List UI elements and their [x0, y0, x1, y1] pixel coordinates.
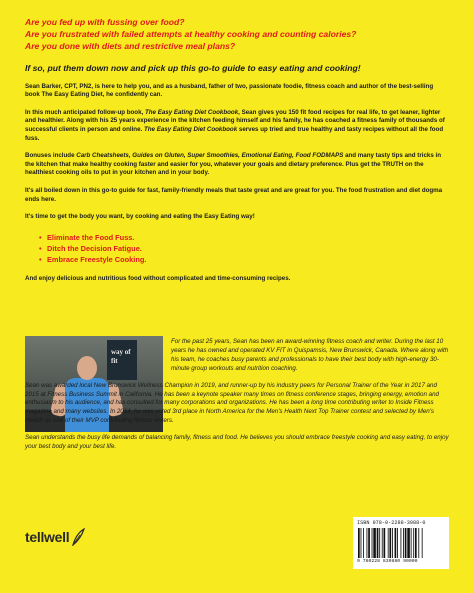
- questions-block: [25, 16, 449, 53]
- benefit-item: • Ditch the Decision Fatigue.: [39, 243, 449, 254]
- barcode-bar: [397, 528, 398, 558]
- barcode-bar: [382, 528, 383, 558]
- barcode-bar: [388, 528, 389, 558]
- barcode-bar: [392, 528, 393, 558]
- bio-paragraph-2-text: Sean was awarded local New Brunswick Wellness Champion in 2019, and runner-up by his industry peers for Personal Trainer of the Year in 2017 and 2015 at Fitness Business Summit in California. He has been a keynote speaker many times on fitness conference stages, bringing energy, emotion and enthusiasm to his audience, and has consulted for many corporations and organizations. He has been a long time contributing writer to Inside Fitness magazine and many websites. In 2014, he was voted 3rd place in North America for the Men's Health Next Top Trainer contest and selected by Men's Health as one of their MVP contributing fitness writers.: [25, 381, 439, 425]
- bio-paragraph-2: [25, 382, 449, 427]
- barcode-bar: [377, 528, 379, 558]
- barcode-bar: [403, 528, 404, 558]
- bonuses-paragraph: [25, 152, 449, 178]
- benefit-list: [39, 232, 449, 265]
- barcode-bar: [379, 528, 380, 558]
- barcode-bar: [361, 528, 362, 558]
- benefit-item: • Eliminate the Food Fuss.: [39, 232, 449, 243]
- boiled-down-paragraph: It's all boiled down in this go-to guide for fast, family-friendly meals that taste great and are great for you. The food frustration and diet dogma ends here.: [25, 186, 443, 203]
- barcode-bar: [415, 528, 417, 558]
- question-2: Are you frustrated with failed attempts at healthy cooking and counting calories?: [25, 29, 357, 40]
- barcode-bar: [411, 528, 412, 558]
- barcode-bar: [373, 528, 376, 558]
- intro-paragraph: Sean Barker, CPT, PN2, is here to help you, and as a husband, father of two, passionate foodie, fitness coach and author of the best-selling book The Easy Eating Diet, he confidently can.: [25, 82, 434, 99]
- barcode-bar: [395, 528, 397, 558]
- cookbook-title-2: The Easy Eating Diet Cookbook: [143, 125, 238, 133]
- isbn-barcode: [353, 517, 449, 569]
- cookbook-text-e: serves up tried and true healthy and tasty recipes without all the food fuss.: [25, 125, 444, 142]
- barcode-digits-text: 9 780228 839880: [357, 559, 401, 564]
- feather-icon: [71, 528, 85, 546]
- barcode-bar: [401, 528, 402, 558]
- barcode-bar: [384, 528, 386, 558]
- barcode-bar: [418, 528, 419, 558]
- question-1: Are you fed up with fussing over food?: [25, 17, 185, 27]
- cookbook-paragraph: [25, 109, 449, 143]
- barcode-bar: [407, 528, 410, 558]
- barcode-bar: [363, 528, 364, 558]
- barcode-bar: [389, 528, 391, 558]
- barcode-bar: [422, 528, 423, 558]
- barcode-bar: [368, 528, 370, 558]
- bio-paragraph-1: For the past 25 years, Sean has been an award-winning fitness coach and writer. During the last 10 years he has owned and operated KV FIT in Quispamsis, New Brunswick, Canada. Where along with his team, he coaches busy parents and professionals to have their best body with high-energy 30-minute group workouts and nutrition coaching.: [171, 338, 449, 372]
- barcode-bar: [405, 528, 407, 558]
- author-bio: [25, 338, 449, 460]
- barcode-bar: [367, 528, 368, 558]
- barcode-bar: [358, 528, 360, 558]
- cookbook-text-c: , Sean gives you 150 fit food recipes for real life, to get leaner, lighter and healthier. Along with his 25 years experience in the kitchen feeding himself and his family, he has coached a fitness family of thousands of successful clients in person and online.: [25, 108, 445, 133]
- closing-line: And enjoy delicious and nutritious food without complicated and time-consuming recipes.: [25, 274, 291, 282]
- logo-wordmark: tellwell: [25, 529, 70, 545]
- lead-line: If so, put them down now and pick up this go-to guide to easy eating and cooking!: [25, 62, 361, 73]
- publisher-logo: [25, 525, 85, 549]
- time-paragraph: It's time to get the body you want, by cooking and eating the Easy Eating way!: [25, 213, 255, 221]
- bonuses-text-c: and many tasty tips and tricks in the kitchen that make healthy cooking faster and easier for you, whatever your goals and dietary preference. Plus get the TRUTH on the healthiest cooking oils to put in your kitchen and in your body.: [25, 152, 442, 177]
- bonuses-list: Carb Cheatsheets, Guides on Gluten, Super Smoothies, Emotional Eating, Food FODMAPS: [76, 152, 344, 160]
- barcode-price: 90000: [403, 559, 418, 564]
- isbn-number: ISBN 978-0-2288-3988-0: [357, 520, 426, 526]
- barcode-bar: [372, 528, 373, 558]
- benefit-item: • Embrace Freestyle Cooking.: [39, 254, 449, 265]
- barcode-bar: [413, 528, 414, 558]
- bio-paragraph-3: Sean understands the busy life demands of balancing family, fitness and food. He believes you should embrace freestyle cooking and easy eating, to enjoy your best body and your best life.: [25, 434, 449, 451]
- cookbook-title-1: The Easy Eating Diet Cookbook: [144, 108, 239, 116]
- barcode-digits: [357, 559, 445, 564]
- bonuses-text-a: Bonuses include: [25, 152, 77, 160]
- cookbook-text-a: In this much anticipated follow-up book,: [25, 108, 145, 116]
- question-3: Are you done with diets and restrictive meal plans?: [25, 41, 236, 52]
- barcode-bars: [357, 528, 445, 558]
- wall-sign-text: way of fit: [111, 348, 131, 365]
